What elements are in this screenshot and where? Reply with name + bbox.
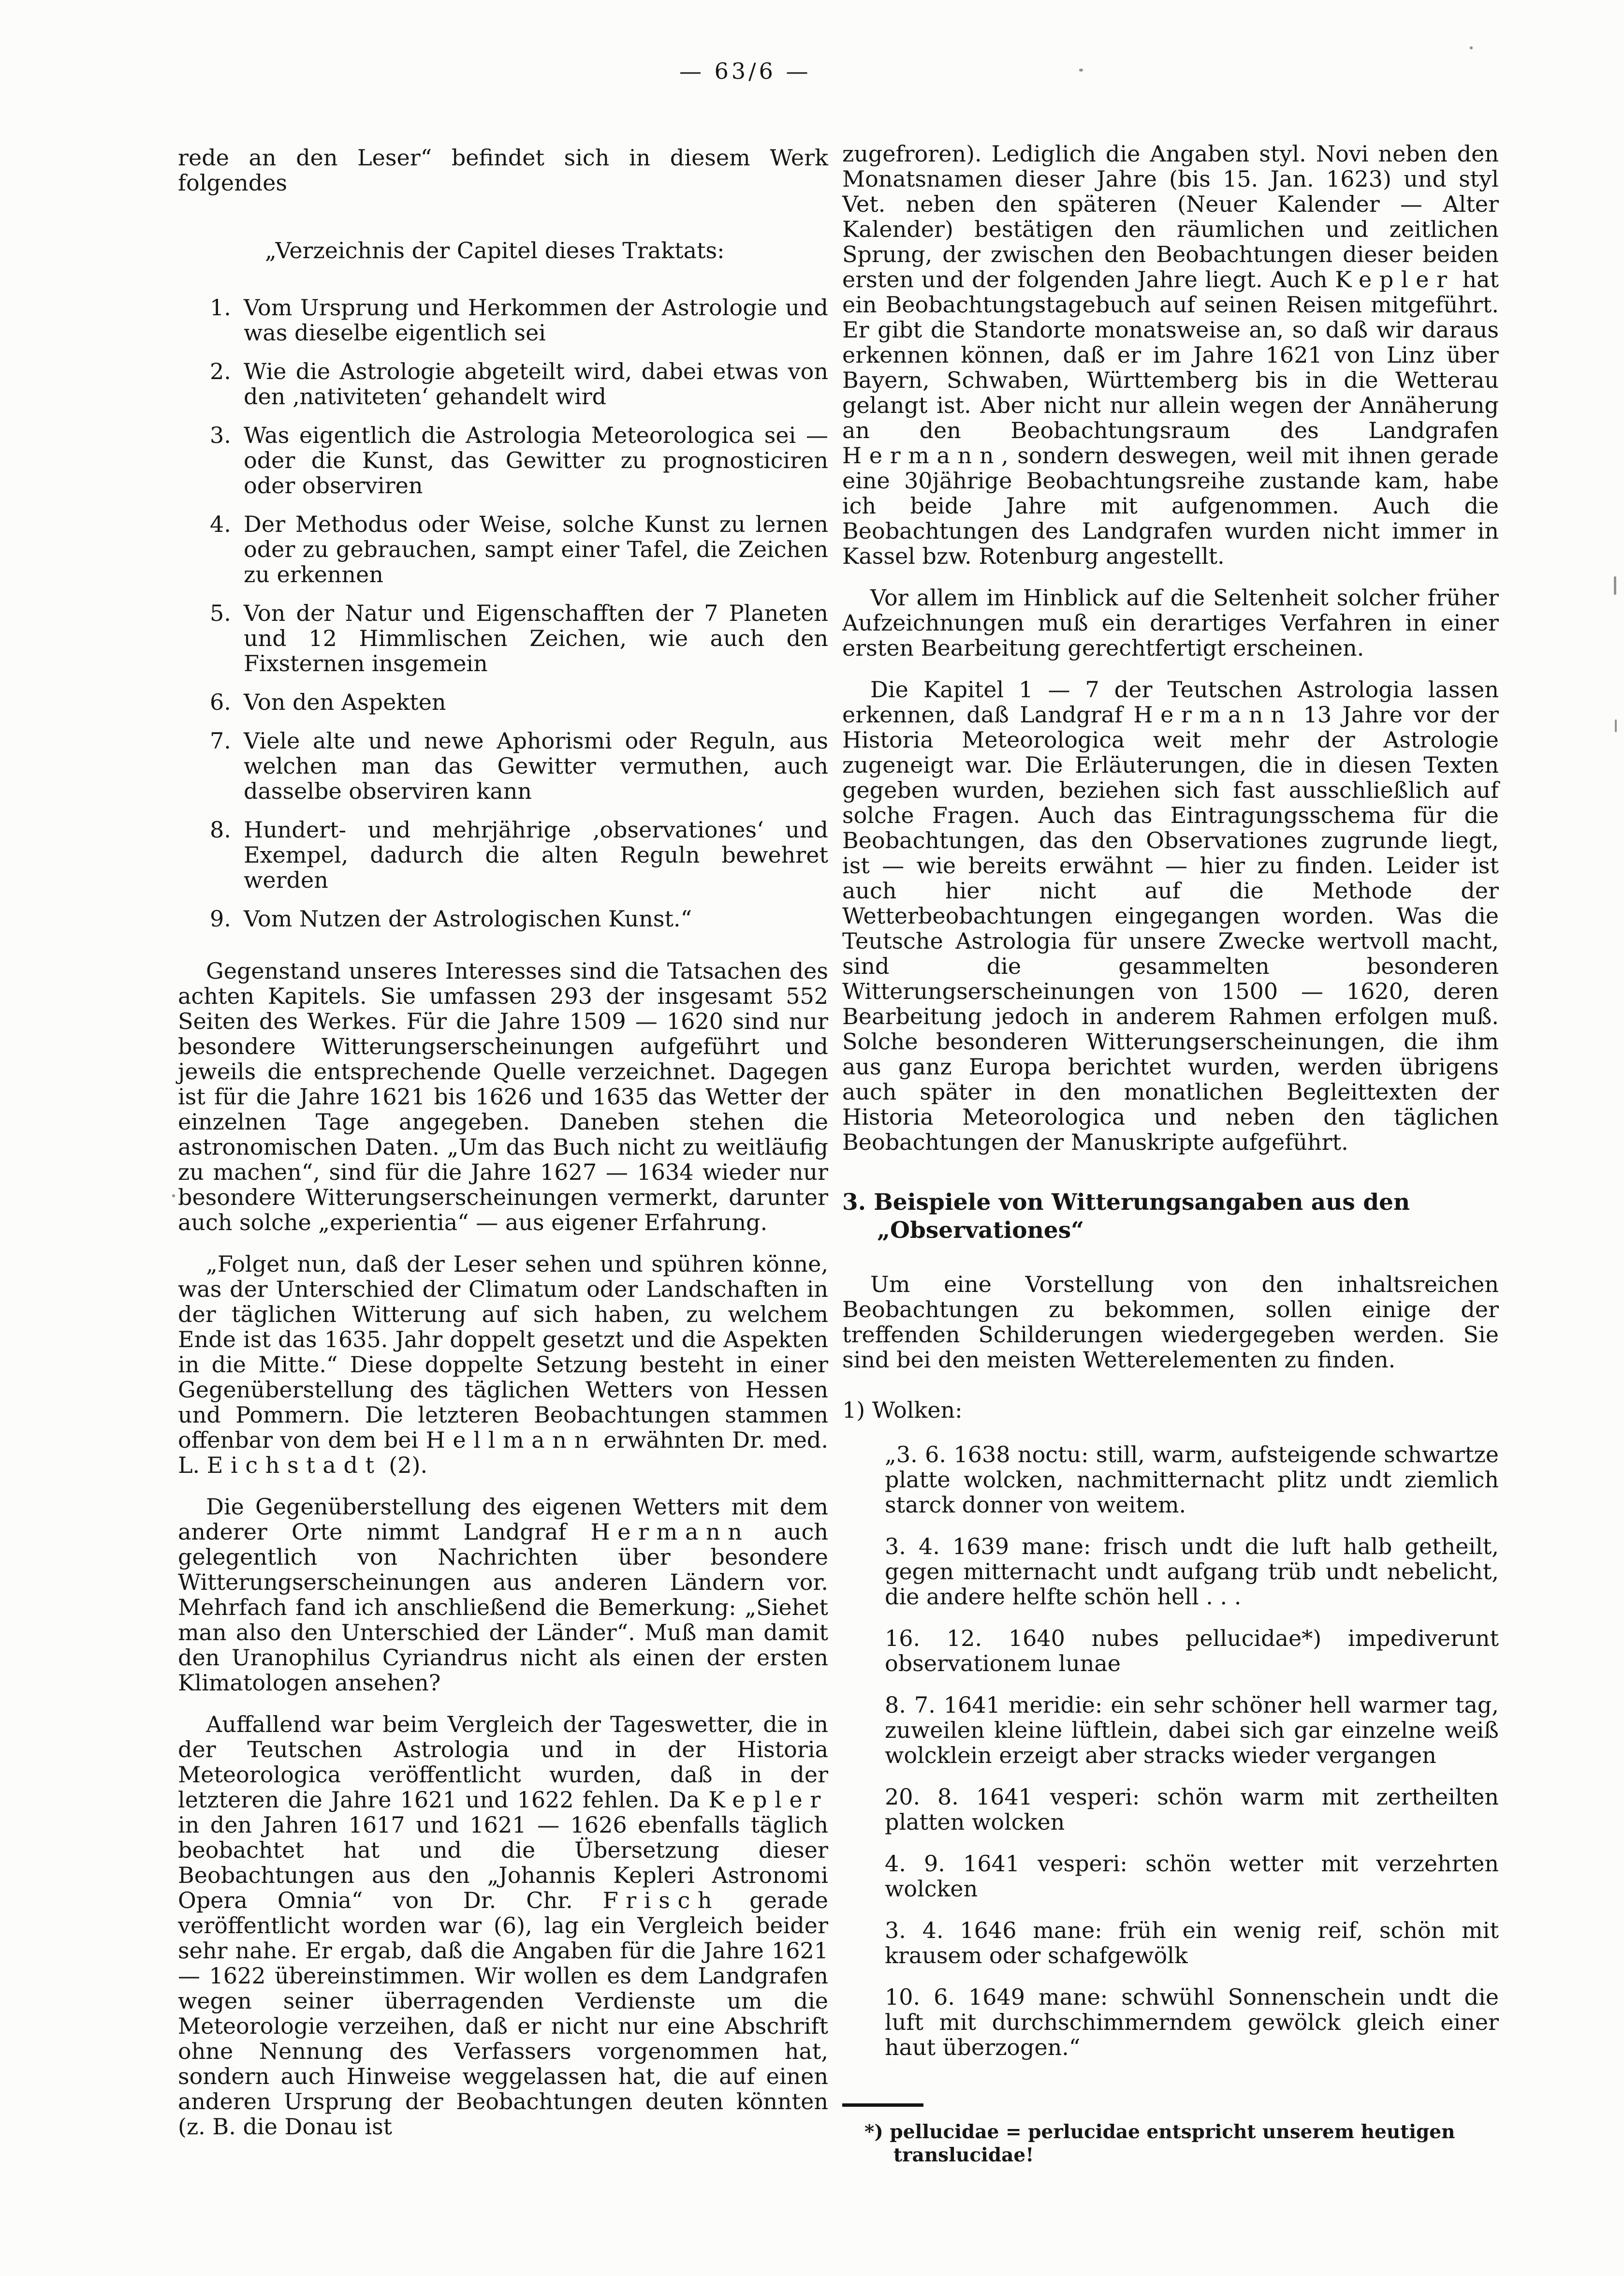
- text-segment: Um eine Vorstellung von den inhaltsreichen Beobachtungen zu bekommen, sollen einige der treffenden Schilderungen wiedergegeben werden. Sie sind bei den meisten Wetterelementen zu finden.: [842, 1271, 1499, 1373]
- observation-item: 3. 4. 1639 mane: frisch undt die luft halb getheilt, gegen mitternacht undt aufgang trüb undt nebelicht, die andere helfte schön hell . . .: [885, 1533, 1499, 1610]
- toc-item-text: Hundert- und mehrjährige ‚observationes‘ und Exempel, dadurch die alten Reguln bewehret werden: [244, 817, 828, 893]
- text-segment: „Folget nun, daß der Leser sehen und spühren könne, was der Unterschied der Climatum oder Landschaften in der täglichen Witterung auf sich haben, zu welchem Ende ist das 1635. Jahr doppelt gesetzt und die Aspekten in die Mitte.“ Diese doppelte Setzung besteht in einer Gegenüberstellung des täglichen Wetters von Hessen und Pommern. Die letzteren Beobachtungen stammen offenbar von dem bei: [178, 1251, 828, 1453]
- observation-item: 4. 9. 1641 vesperi: schön wetter mit verzehrten wolcken: [885, 1850, 1499, 1902]
- footnote-text: *) pellucidae = perlucidae entspricht unserem heutigen translucidae!: [864, 2121, 1455, 2166]
- toc-item-text: Wie die Astrologie abgeteilt wird, dabei etwas von den ‚nativiteten‘ gehandelt wird: [244, 358, 828, 410]
- toc-item: [178, 690, 828, 715]
- toc-item-number: 1.: [210, 294, 231, 321]
- section-number: 3.: [842, 1189, 866, 1216]
- toc-item-text: Der Methodus oder Weise, solche Kunst zu lernen oder zu gebrauchen, sampt einer Tafel, die Zeichen zu erkennen: [244, 511, 828, 587]
- observation-item: 16. 12. 1640 nubes pellucidae*) impediverunt observationem lunae: [885, 1625, 1499, 1676]
- toc-title: „Verzeichnis der Capitel dieses Traktats:: [265, 237, 725, 264]
- toc-item-number: 4.: [210, 511, 231, 537]
- text-segment: , sondern deswegen, weil mit ihnen gerade eine 30jährige Beobachtungsreihe zustande kam, habe ich beide Jahre mit aufgenommen. Auch die Beobachtungen des Landgrafen wurden nicht immer in Kassel bzw. Rotenburg angestellt.: [842, 442, 1499, 569]
- toc-item-number: 5.: [210, 600, 231, 626]
- toc-item-number: 2.: [210, 358, 231, 384]
- text-segment: zugefroren). Lediglich die Angaben styl. Novi neben den Monatsnamen dieser Jahre (bis 15. Jan. 1623) und styl Vet. neben den späteren (Neuer Kalender — Alter Kalender) bestätigen den räumlichen und zeitlichen Sprung, der zwischen den Beobachtungen dieser beiden ersten und der folgenden Jahre liegt. Auch: [842, 141, 1499, 293]
- scan-speck: [1079, 69, 1083, 72]
- letterspaced-name: Hermann: [842, 442, 1002, 469]
- toc-item: [178, 359, 828, 409]
- footnote: [842, 2103, 1499, 2167]
- right-column: [842, 141, 1499, 2167]
- text-segment: gerade veröffentlicht worden war (6), lag ein Vergleich beider sehr nahe. Er ergab, daß die Angaben für die Jahre 1621 — 1622 übereinstimmen. Wir wollen es dem Landgrafen wegen seiner überragenden Verdienste um die Meteorologie verzeihen, daß er nicht nur eine Abschrift ohne Nennung des Verfassers vorgenommen hat, sondern auch Hinweise weggelassen hat, die auf einen anderen Ursprung der Beobachtungen deuten könnten (z. B. die Donau ist: [178, 1887, 828, 2140]
- toc-item-number: 7.: [210, 728, 231, 754]
- observation-item: „3. 6. 1638 noctu: still, warm, aufsteigende schwartze platte wolcken, nachmitternacht plitz undt ziemlich starck donner von weitem.: [885, 1441, 1499, 1518]
- letterspaced-name: Eichstadt: [206, 1452, 382, 1478]
- body-paragraph: [178, 1494, 828, 1695]
- toc-item: [178, 295, 828, 345]
- text-segment: Die Kapitel 1 — 7 der Teutschen Astrologia lassen erkennen, daß Landgraf: [842, 676, 1499, 728]
- scan-speck: [172, 1194, 175, 1197]
- body-paragraph: [842, 677, 1499, 1155]
- section-title-line2: „Observationes“: [877, 1217, 1084, 1244]
- scan-speck: [1614, 576, 1616, 595]
- observation-item: 10. 6. 1649 mane: schwühl Sonnenschein undt die luft mit durchschimmerndem gewölck gleich einer haut überzogen.“: [885, 1984, 1499, 2060]
- text-segment: rede an den Leser“ befindet sich in diesem Werk folgendes: [178, 145, 828, 196]
- footnote-rule: [842, 2103, 923, 2107]
- letterspaced-name: Kepler: [1335, 266, 1455, 293]
- scan-speck: [1470, 46, 1473, 49]
- toc-item: [178, 601, 828, 676]
- letterspaced-name: Frisch: [602, 1887, 720, 1913]
- toc-item-text: Viele alte und newe Aphorismi oder Reguln, aus welchen man das Gewitter vermuthen, auch dasselbe observiren kann: [244, 728, 828, 804]
- text-segment: auch gelegentlich von Nachrichten über besondere Witterungserscheinungen aus anderen Ländern vor. Mehrfach fand ich anschließend die Bemerkung: „Siehet man also den Unterschied der Länder“. Muß man damit den Uranophilus Cyriandrus nicht als einen der ersten Klimatologen ansehen?: [178, 1519, 829, 1696]
- letterspaced-name: Hermann: [590, 1519, 750, 1545]
- text-segment: hat ein Beobachtungstagebuch auf seinen Reisen mitgeführt. Er gibt die Standorte monatsweise an, so daß wir daraus erkennen können, daß er im Jahre 1621 von Linz über Bayern, Schwaben, Württemberg bis in die Wetterau gelangt ist. Aber nicht nur allein wegen der Annäherung an den Beobachtungsraum des Landgrafen: [842, 266, 1499, 443]
- continuation-paragraph: [178, 145, 828, 195]
- letterspaced-name: Hermann: [1133, 702, 1293, 728]
- toc-item: [178, 817, 828, 893]
- page-number: — 63/6 —: [679, 58, 811, 84]
- body-paragraph: [178, 958, 828, 1235]
- text-segment: Die Gegenüberstellung des eigenen Wetters mit dem anderer Orte nimmt Landgraf: [178, 1494, 828, 1545]
- text-segment: 13 Jahre vor der Historia Meteorologica weit mehr der Astrologie zugeneigt war. Die Erläuterungen, die in diesen Texten gegeben wurden, beziehen sich fast ausschließlich auf solche Fragen. Auch das Eintragungsschema für die Beobachtungen, das den Observationes zugrunde liegt, ist — wie bereits erwähnt — hier zu finden. Leider ist auch hier nicht auf die Methode der Wetterbeobachtungen eingegangen worden. Was die Teutsche Astrologia für unsere Zwecke wertvoll macht, sind die gesammelten besonderen Witterungserscheinungen von 1500 — 1620, deren Bearbeitung jedoch in anderem Rahmen erfolgen muß. Solche besonderen Witterungserscheinungen, die ihm aus ganz Europa berichtet wurden, werden übrigens auch später in den monatlichen Begleittexten der Historia Meteorologica und neben den täglichen Beobachtungen der Manuskripte aufgeführt.: [842, 702, 1499, 1155]
- continuation-paragraph: [842, 141, 1499, 569]
- letterspaced-name: Hellmann: [425, 1427, 596, 1453]
- toc-item: [178, 512, 828, 587]
- text-segment: Auffallend war beim Vergleich der Tageswetter, die in der Teutschen Astrologia und in der Historia Meteorologica veröffentlicht wurden, daß in der letzteren die Jahre 1621 und 1622 fehlen. Da: [178, 1711, 828, 1813]
- scan-speck: [1615, 720, 1617, 732]
- body-paragraph: [178, 1712, 828, 2139]
- text-segment: in den Jahren 1617 und 1621 — 1626 ebenfalls täglich beobachtet hat und die Übersetzung dieser Beobachtungen aus den „Johannis Kepleri Astronomi Opera Omnia“ von Dr. Chr.: [178, 1812, 828, 1913]
- toc-item-text: Was eigentlich die Astrologia Meteorologica sei — oder die Kunst, das Gewitter zu prognosticiren oder observiren: [244, 422, 828, 499]
- toc-item-text: Von der Natur und Eigenschafften der 7 Planeten und 12 Himmlischen Zeichen, wie auch den Fixsternen insgemein: [244, 600, 828, 676]
- toc-item-number: 3.: [210, 422, 231, 448]
- observation-item: 20. 8. 1641 vesperi: schön warm mit zertheilten platten wolcken: [885, 1784, 1499, 1835]
- body-paragraph: [842, 1272, 1499, 1372]
- toc-item-number: 8.: [210, 817, 231, 843]
- letterspaced-name: Kepler: [708, 1787, 828, 1813]
- body-paragraph: [178, 1251, 828, 1478]
- toc-item-text: Vom Nutzen der Astrologischen Kunst.“: [244, 906, 692, 932]
- body-paragraph: [842, 585, 1499, 661]
- observation-item: 3. 4. 1646 mane: früh ein wenig reif, schön mit krausem oder schafgewölk: [885, 1917, 1499, 1968]
- toc-item-number: 9.: [210, 906, 231, 932]
- left-column: [178, 145, 828, 2156]
- section-heading: [842, 1189, 1499, 1245]
- section-title-line1: Beispiele von Witterungsangaben aus den: [874, 1189, 1410, 1216]
- toc-item: [178, 728, 828, 804]
- toc-item-text: Von den Aspekten: [244, 689, 446, 715]
- text-segment: (2).: [381, 1452, 428, 1478]
- text-segment: erwähnten Dr. med. L.: [178, 1427, 828, 1478]
- toc-item: [178, 906, 828, 931]
- text-segment: Gegenstand unseres Interesses sind die Tatsachen des achten Kapitels. Sie umfassen 293 der insgesamt 552 Seiten des Werkes. Für die Jahre 1509 — 1620 sind nur besondere Witterungserscheinungen aufgeführt und jeweils die entsprechende Quelle verzeichnet. Dagegen ist für die Jahre 1621 bis 1626 und 1635 das Wetter der einzelnen Tage angegeben. Daneben stehen die astronomischen Daten. „Um das Buch nicht zu weitläufig zu machen“, sind für die Jahre 1627 — 1634 wieder nur besondere Witterungserscheinungen vermerkt, darunter auch solche „experientia“ — aus eigener Erfahrung.: [178, 958, 828, 1235]
- toc-item: [178, 423, 828, 498]
- observation-list-label: 1) Wolken:: [842, 1397, 963, 1423]
- toc-item-text: Vom Ursprung und Herkommen der Astrologie und was dieselbe eigentlich sei: [244, 294, 828, 346]
- text-segment: Vor allem im Hinblick auf die Seltenheit solcher früher Aufzeichnungen muß ein derartiges Verfahren in einer ersten Bearbeitung gerechtfertigt erscheinen.: [842, 585, 1499, 661]
- toc-item-number: 6.: [210, 689, 231, 715]
- observation-item: 8. 7. 1641 meridie: ein sehr schöner hell warmer tag, zuweilen kleine lüftlein, dabei sich gar einzelne weiß wolcklein erzeigt aber stracks wieder vergangen: [885, 1692, 1499, 1768]
